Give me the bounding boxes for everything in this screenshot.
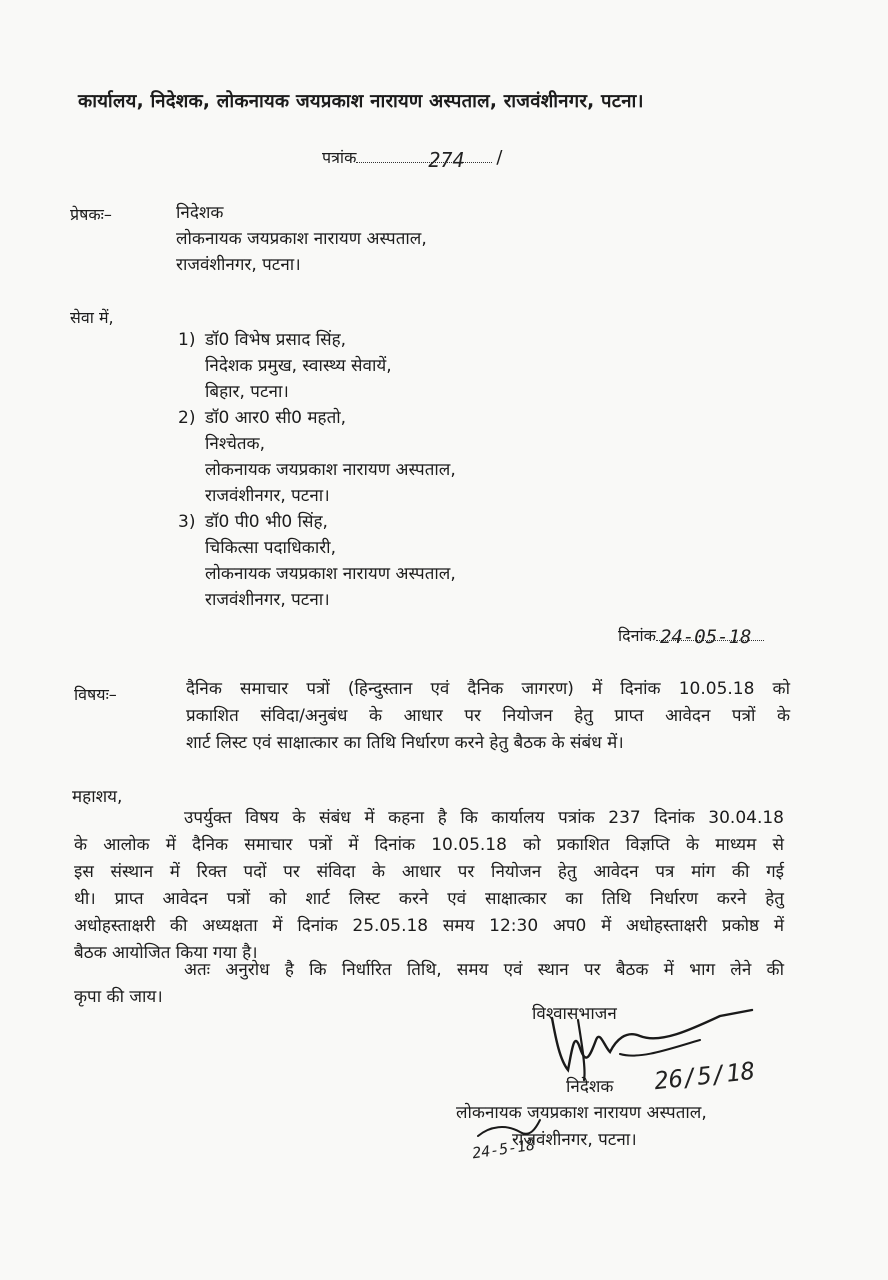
body-line: के आलोक में दैनिक समाचार पत्रों में दिनांक 10.05.18 को प्रकाशित विज्ञप्ति के माध्यम से [74,835,784,855]
sender-line: लोकनायक जयप्रकाश नारायण अस्पताल, [176,229,427,249]
date-label: दिनांक [618,626,656,645]
recipient-line: राजवंशीनगर, पटना। [205,590,330,610]
handwritten-sign-date: 26/5/18 [652,1056,757,1096]
reference-suffix: / [496,147,503,168]
recipient-line: निश्चेतक, [205,434,266,454]
initial-date: 24-5-18 [471,1135,537,1163]
reference-number: 274 [428,148,465,172]
signatory-org: लोकनायक जयप्रकाश नारायण अस्पताल, [456,1103,707,1123]
recipients-label: सेवा में, [70,308,114,327]
recipient-line: लोकनायक जयप्रकाश नारायण अस्पताल, [205,460,456,480]
recipient-line: बिहार, पटना। [205,382,289,402]
closing-text: विश्वासभाजन [532,1004,617,1024]
subject-label: विषयः– [74,685,117,704]
sender-label: प्रेषकः– [70,205,112,224]
body-line: इस संस्थान में रिक्त पदों पर संविदा के आधार पर नियोजन हेतु आवेदन पत्र मांग की गई [74,862,784,882]
subject-line: शार्ट लिस्ट एवं साक्षात्कार का तिथि निर्धारण करने हेतु बैठक के संबंध में। [186,733,624,753]
body-line: अतः अनुरोध है कि निर्धारित तिथि, समय एवं स्थान पर बैठक में भाग लेने की [184,960,784,980]
subject-line: दैनिक समाचार पत्रों (हिन्दुस्तान एवं दैनिक जागरण) में दिनांक 10.05.18 को [186,679,790,699]
reference-label: पत्रांक [322,148,357,167]
recipient-number: 3) [178,512,196,532]
recipient-line: डॉ0 आर0 सी0 महतो, [205,408,347,428]
sender-line: निदेशक [176,203,224,223]
recipient-line: डॉ0 विभेष प्रसाद सिंह, [205,330,347,350]
body-line: उपर्युक्त विषय के संबंध में कहना है कि कार्यालय पत्रांक 237 दिनांक 30.04.18 [184,808,784,828]
recipient-line: लोकनायक जयप्रकाश नारायण अस्पताल, [205,564,456,584]
signatory-place: राजवंशीनगर, पटना। [512,1130,637,1150]
recipient-line: डॉ0 पी0 भी0 सिंह, [205,512,328,532]
salutation: महाशय, [72,787,123,807]
body-line: कृपा की जाय। [74,987,163,1007]
office-header: कार्यालय, निदेशक, लोकनायक जयप्रकाश नारायण अस्पताल, राजवंशीनगर, पटना। [78,91,644,112]
recipient-line: निदेशक प्रमुख, स्वास्थ्य सेवायें, [205,356,392,376]
recipient-number: 1) [178,330,196,350]
recipient-line: चिकित्सा पदाधिकारी, [205,538,336,558]
signatory-title: निदेशक [566,1077,614,1097]
date-value: 24-05-18 [659,626,752,648]
sender-line: राजवंशीनगर, पटना। [176,255,301,275]
recipient-line: राजवंशीनगर, पटना। [205,486,330,506]
body-line: बैठक आयोजित किया गया है। [74,943,258,963]
body-line: थी। प्राप्त आवेदन पत्रों को शार्ट लिस्ट करने एवं साक्षात्कार का तिथि निर्धारण करने हेतु [74,889,784,909]
subject-line: प्रकाशित संविदा/अनुबंध के आधार पर नियोजन हेतु प्राप्त आवेदन पत्रों के [186,706,790,726]
body-line: अधोहस्ताक्षरी की अध्यक्षता में दिनांक 25.05.18 समय 12:30 अप0 में अधोहस्ताक्षरी प्रकोष्ठ में [74,916,784,936]
recipient-number: 2) [178,408,196,428]
